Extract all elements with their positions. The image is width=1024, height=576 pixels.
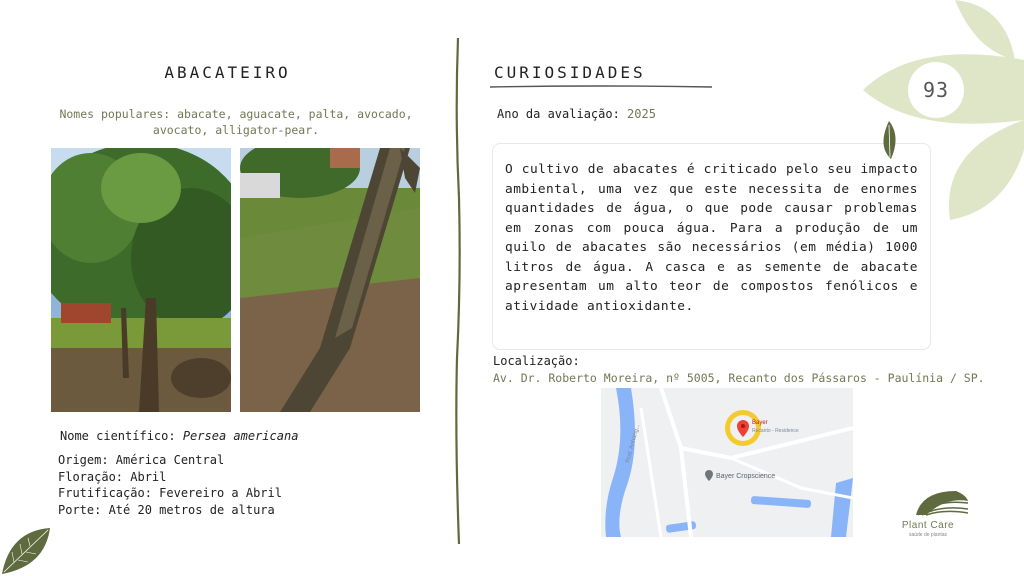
evaluation-year-value: 2025: [627, 107, 656, 121]
leaf-icon: [877, 121, 901, 161]
map-road-label: Rod. Anhang...: [625, 423, 642, 464]
scientific-name-label: Nome científico:: [60, 429, 183, 443]
plant-title: ABACATEIRO: [164, 63, 291, 82]
tree-trunk-photo: [240, 148, 420, 412]
common-names: Nomes populares: abacate, aguacate, palta, avocado, avocato, alligator-pear.: [59, 107, 413, 137]
leaves-decoration: [855, 0, 1024, 230]
plant-size: Porte: Até 20 metros de altura: [58, 503, 275, 517]
map-pin-label: Bayer: [752, 420, 768, 426]
page-number: 93: [922, 78, 950, 102]
title-underline: [490, 84, 712, 90]
leaf-decoration-icon: [0, 526, 52, 576]
location-address: Av. Dr. Roberto Moreira, nº 5005, Recanto dos Pássaros - Paulínia / SP.: [493, 371, 985, 385]
evaluation-year: [497, 107, 656, 121]
tree-photo-1: [51, 148, 231, 412]
map-place-label: Bayer Cropscience: [716, 473, 776, 480]
origin: Origem: América Central: [58, 453, 225, 467]
location-label: Localização:: [493, 354, 580, 368]
curiosity-text: O cultivo de abacates é criticado pelo seu impacto ambiental, uma vez que este necessita de enormes quantidades de água, o que pode causar problemas em zonas com pouca água. Para a produção de um quilo de abacates são necessários (em média) 1000 litros de água. A casca e as semente de abacate apresentam um alto teor de compostos fenólicos e atividade antioxidante.: [505, 162, 918, 314]
scientific-name: [60, 429, 298, 443]
logo-tagline: saúde de plantas: [908, 532, 948, 538]
logo-name: Plant Care: [901, 520, 955, 531]
fruiting: Frutificação: Fevereiro a Abril: [58, 486, 282, 500]
flowering: Floração: Abril: [58, 470, 167, 484]
section-title: CURIOSIDADES: [494, 63, 646, 82]
column-divider: [452, 38, 464, 544]
scientific-name-value: Persea americana: [182, 429, 299, 443]
evaluation-year-label: Ano da avaliação:: [497, 107, 628, 121]
location-map[interactable]: [601, 388, 853, 537]
map-pin-sublabel: Recanto - Residence: [752, 428, 799, 434]
